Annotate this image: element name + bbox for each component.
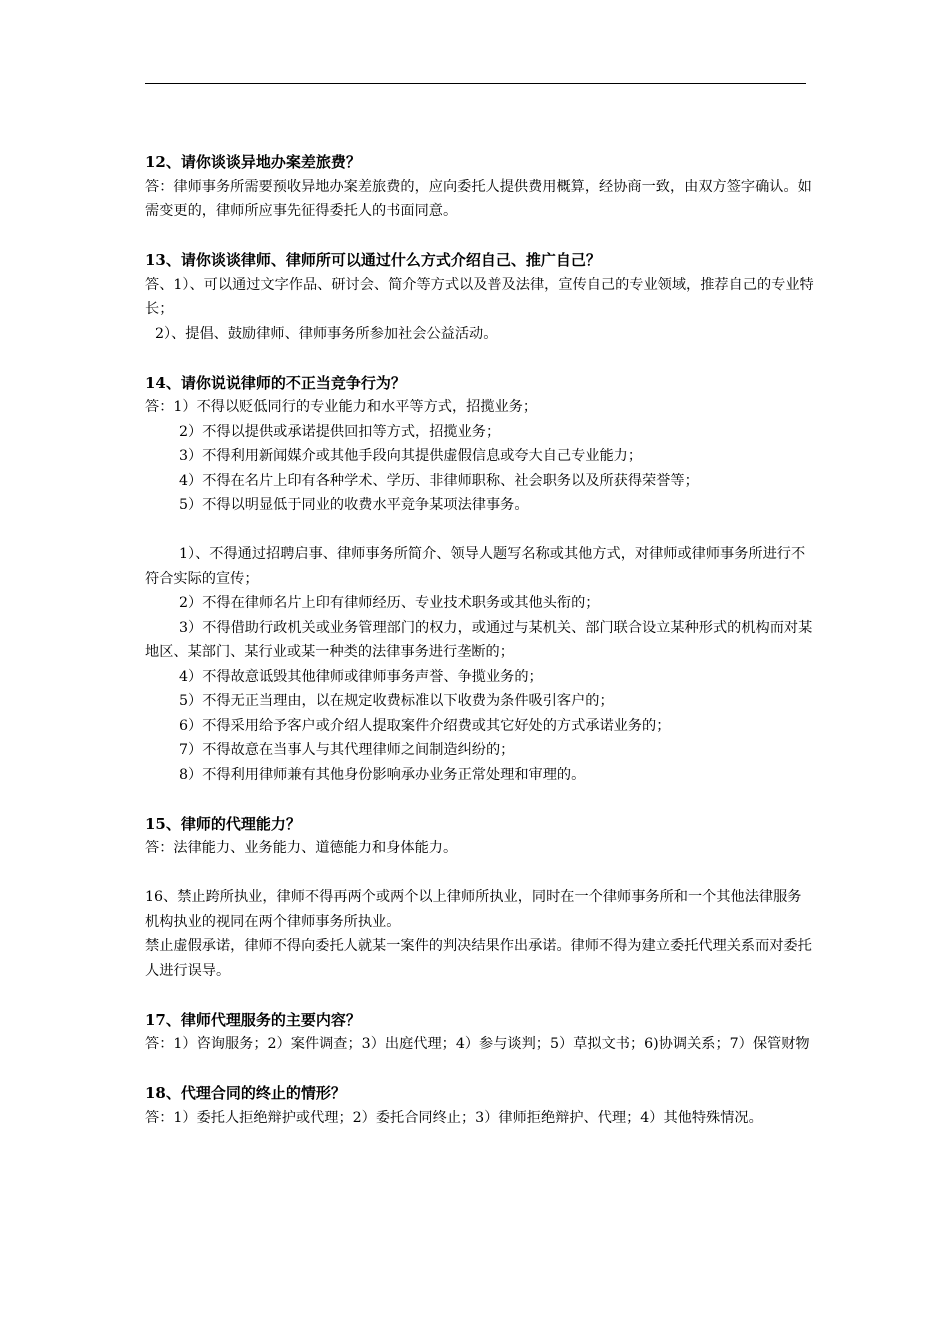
q13-heading: 13、请你谈谈律师、律师所可以通过什么方式介绍自己、推广自己？ — [145, 251, 601, 269]
q14-b-item: 4）不得故意诋毁其他律师或律师事务声誉、争揽业务的； — [179, 668, 543, 685]
q13-line-2: 2）、提倡、鼓励律师、律师事务所参加社会公益活动。 — [155, 325, 498, 342]
q14-heading: 14、请你说说律师的不正当竞争行为？ — [145, 373, 406, 392]
q12-heading: 12、请你谈谈异地办案差旅费？ — [145, 153, 361, 171]
q14-b-item: 7）不得故意在当事人与其代理律师之间制造纠纷的； — [179, 742, 515, 758]
q14-b-item: 5）不得无正当理由，以在规定收费标准以下收费为条件吸引客户的； — [179, 693, 614, 709]
header-rule — [145, 83, 806, 84]
q14-a-item: 3）不得利用新闻媒介或其他手段向其提供虚假信息或夸大自己专业能力； — [179, 448, 643, 464]
q14-a-item: 5）不得以明显低于同业的收费水平竞争某项法律事务。 — [179, 497, 529, 513]
q16-paragraph-2: 禁止虚假承诺，律师不得向委托人就某一案件的判决结果作出承诺。律师不得为建立委托代理关系而对委托人进行误导。 — [145, 938, 812, 979]
q14-b-item: 6）不得采用给予客户或介绍人提取案件介绍费或其它好处的方式承诺业务的； — [179, 717, 671, 734]
q13-line-1: 答、1）、可以通过文字作品、研讨会、简介等方式以及普及法律，宣传自己的专业领域，推荐自己的专业特长； — [145, 276, 814, 317]
q18-heading: 18、代理合同的终止的情形？ — [145, 1084, 346, 1102]
q14-a-item: 4）不得在名片上印有各种学术、学历、非律师职称、社会职务以及所获得荣誉等； — [179, 472, 699, 489]
q14-b-item: 3）不得借助行政机关或业务管理部门的权力，或通过与某机关、部门联合设立某种形式的机构而对某地区、某部门、某行业或某一种类的法律事务进行垄断的； — [145, 619, 813, 660]
document-body — [145, 150, 815, 1130]
q16-paragraph-1: 16、禁止跨所执业，律师不得再两个或两个以上律师所执业，同时在一个律师事务所和一个其他法律服务机构执业的视同在两个律师事务所执业。 — [145, 889, 802, 930]
q14-b-item: 2）不得在律师名片上印有律师经历、专业技术职务或其他头衔的； — [179, 595, 600, 611]
q14-b-item: 8）不得利用律师兼有其他身份影响承办业务正常处理和审理的。 — [179, 766, 586, 783]
q17-answer: 答：1）咨询服务；2）案件调查；3）出庭代理；4）参与谈判；5）草拟文书；6)协调关系；7）保管财物 — [145, 1036, 810, 1052]
q18-answer: 答：1）委托人拒绝辩护或代理；2）委托合同终止；3）律师拒绝辩护、代理；4）其他特殊情况。 — [145, 1109, 763, 1126]
q15-heading: 15、律师的代理能力？ — [145, 814, 301, 833]
q14-b-item: 1）、不得通过招聘启事、律师事务所简介、领导人题写名称或其他方式，对律师或律师事务所进行不符合实际的宣传； — [145, 546, 806, 587]
q14-a-item: 2）不得以提供或承诺提供回扣等方式，招揽业务； — [179, 423, 501, 440]
q15-answer: 答：法律能力、业务能力、道德能力和身体能力。 — [145, 840, 458, 856]
q14-a-item: 答：1）不得以贬低同行的专业能力和水平等方式，招揽业务； — [145, 399, 538, 415]
q12-answer: 答：律师事务所需要预收异地办案差旅费的，应向委托人提供费用概算，经协商一致，由双方签字确认。如需变更的，律师所应事先征得委托人的书面同意。 — [145, 178, 812, 219]
q17-heading: 17、律师代理服务的主要内容？ — [145, 1010, 361, 1029]
